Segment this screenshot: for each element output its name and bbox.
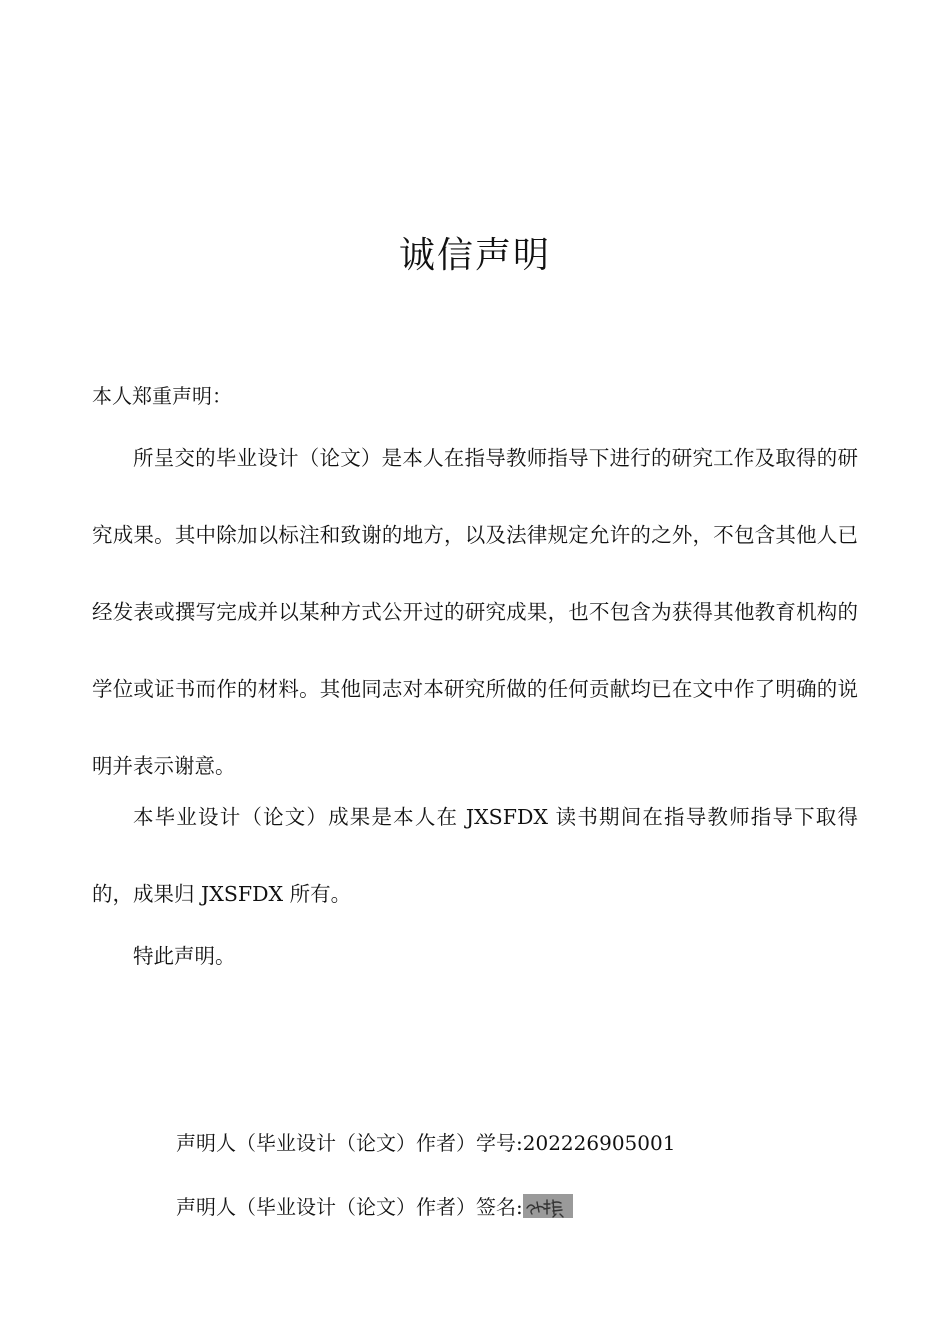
signature-label: 声明人（毕业设计（论文）作者）签名:	[176, 1195, 523, 1219]
paragraph-closing: 特此声明。	[133, 944, 236, 968]
page-title: 诚信声明	[398, 235, 551, 276]
salutation: 本人郑重声明：	[92, 384, 232, 408]
paragraph-ownership: 本毕业设计（论文）成果是本人在 JXSFDX 读书期间在指导教师指导下取得的，成果归 JXSFDX 所有。	[92, 805, 858, 906]
student-id-value: 202226905001	[522, 1131, 676, 1155]
handwritten-signature	[523, 1194, 573, 1218]
student-id-label: 声明人（毕业设计（论文）作者）学号:	[176, 1131, 523, 1155]
signature-scribble-icon	[523, 1194, 573, 1218]
signature-line	[176, 1191, 573, 1223]
paragraph-originality: 所呈交的毕业设计（论文）是本人在指导教师指导下进行的研究工作及取得的研究成果。其中除加以标注和致谢的地方，以及法律规定允许的之外，不包含其他人已经发表或撰写完成并以某种方式公开过的研究成果，也不包含为获得其他教育机构的学位或证书而作的材料。其他同志对本研究所做的任何贡献均已在文中作了明确的说明并表示谢意。	[92, 446, 858, 778]
student-id-line	[176, 1127, 675, 1159]
